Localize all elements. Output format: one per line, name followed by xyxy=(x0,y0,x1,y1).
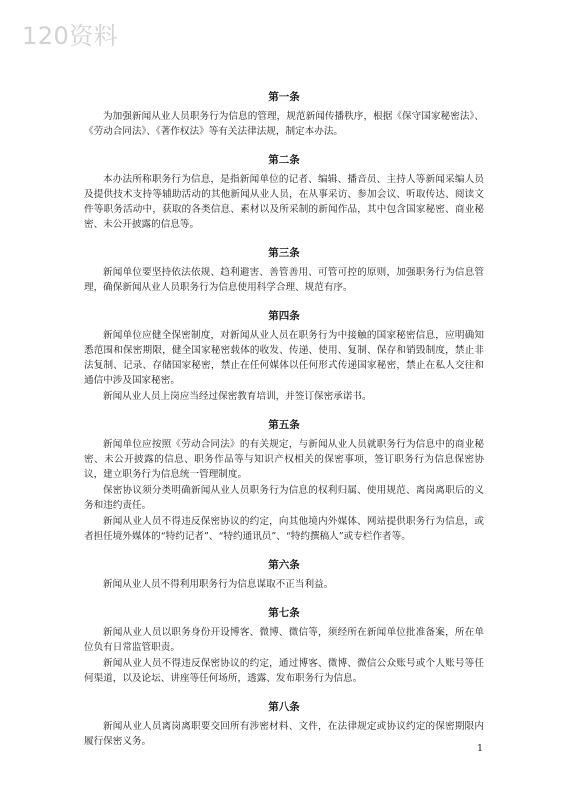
article-section xyxy=(84,418,484,544)
article-section xyxy=(84,90,484,139)
article-paragraph: 新闻单位要坚持依法依规、趋利避害、善管善用、可管可控的原则，加强职务行为信息管理，确保新闻从业人员职务行为信息使用科学合理、规范有序。 xyxy=(84,267,484,293)
article-paragraph: 保密协议须分类明确新闻从业人员职务行为信息的权利归属、使用规范、离岗离职后的义务和违约责任。 xyxy=(84,485,484,511)
article-heading: 第六条 xyxy=(268,559,300,571)
article-paragraph: 为加强新闻从业人员职务行为信息的管理，规范新闻传播秩序，根据《保守国家秘密法》、《劳动合同法》、《著作权法》等有关法律法规，制定本办法。 xyxy=(84,111,484,137)
article-heading: 第二条 xyxy=(268,154,300,166)
article-paragraph: 新闻从业人员不得违反保密协议的约定，向其他境内外媒体、网站提供职务行为信息，或者担任境外媒体的“特约记者”、“特约通讯员”、“特约撰稿人”或专栏作者等。 xyxy=(84,516,484,542)
article-heading: 第一条 xyxy=(268,91,300,103)
article-paragraph: 新闻从业人员上岗应当经过保密教育培训，并签订保密承诺书。 xyxy=(103,391,372,402)
page-number: 1 xyxy=(477,743,484,754)
article-heading: 第七条 xyxy=(268,607,300,619)
article-section xyxy=(84,558,484,592)
article-paragraph: 新闻从业人员不得利用职务行为信息谋取不正当利益。 xyxy=(103,579,334,590)
article-heading: 第八条 xyxy=(268,701,300,713)
article-paragraph: 本办法所称职务行为信息，是指新闻单位的记者、编辑、播音员、主持人等新闻采编人员及提供技术支持等辅助活动的其他新闻从业人员，在从事采访、参加会议、听取传达、阅读文件等职务活动中，获取的各类信息、素材以及所采制的新闻作品，其中包含国家秘密、商业秘密、未公开披露的信息等。 xyxy=(84,174,484,230)
document-body xyxy=(84,90,484,763)
article-section xyxy=(84,153,484,232)
article-section xyxy=(84,606,484,686)
article-section xyxy=(84,700,484,749)
article-paragraph: 新闻单位应按照《劳动合同法》的有关规定，与新闻从业人员就职务行为信息中的商业秘密、未公开披露的信息、职务作品等与知识产权相关的保密事项，签订职务行为信息保密协议，建立职务行为信息统一管理制度。 xyxy=(84,439,484,480)
watermark-logo: 120资料 xyxy=(22,22,119,50)
article-section xyxy=(84,246,484,295)
article-heading: 第三条 xyxy=(268,247,300,259)
article-paragraph: 新闻从业人员不得违反保密协议的约定，通过博客、微博、微信公众账号或个人账号等任何渠道，以及论坛、讲座等任何场所，透露、发布职务行为信息。 xyxy=(84,658,484,684)
article-paragraph: 新闻单位应健全保密制度，对新闻从业人员在职务行为中接触的国家秘密信息，应明确知悉范围和保密期限，健全国家秘密载体的收发、传递、使用、复制、保存和销毁制度，禁止非法复制、记录、存储国家秘密，禁止在任何媒体以任何形式传递国家秘密，禁止在私人交往和通信中涉及国家秘密。 xyxy=(84,330,484,386)
article-heading: 第四条 xyxy=(268,310,300,322)
article-paragraph: 新闻从业人员离岗离职要交回所有涉密材料、文件，在法律规定或协议约定的保密期限内履行保密义务。 xyxy=(84,721,484,747)
article-heading: 第五条 xyxy=(268,419,300,431)
article-paragraph: 新闻从业人员以职务身份开设博客、微博、微信等，须经所在新闻单位批准备案，所在单位负有日常监管职责。 xyxy=(84,627,484,653)
article-section xyxy=(84,309,484,404)
